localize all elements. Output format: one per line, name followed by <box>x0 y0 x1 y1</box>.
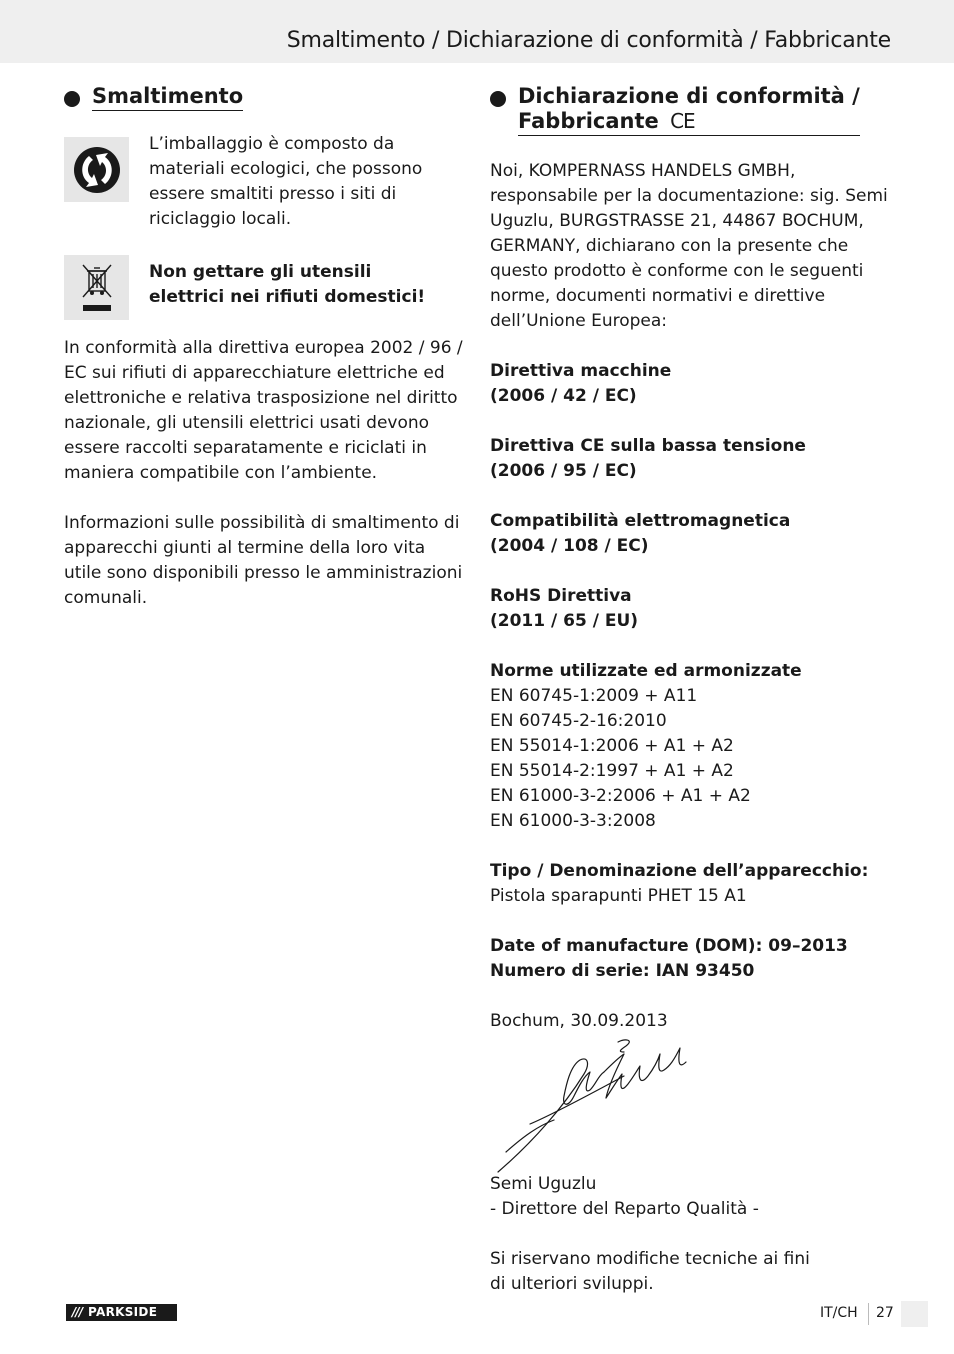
brand-name: PARKSIDE <box>88 1305 158 1319</box>
packaging-row <box>64 134 464 232</box>
conformity-title-line1: Dichiarazione di conformità / <box>518 84 860 108</box>
standard-item: EN 55014-2:1997 + A1 + A2 <box>490 761 734 781</box>
header-band <box>0 0 954 63</box>
signature-image <box>494 1036 694 1176</box>
page-corner-tab <box>901 1301 928 1327</box>
device-type <box>490 859 895 909</box>
directive-code: (2006 / 42 / EC) <box>490 386 637 406</box>
standards-list <box>490 659 895 834</box>
standard-item: EN 55014-1:2006 + A1 + A2 <box>490 736 734 756</box>
manufacture-info <box>490 934 895 984</box>
place-date: Bochum, 30.09.2013 <box>490 1011 668 1031</box>
packaging-text: L’imballaggio è composto da materiali ecologici, che possono essere smaltiti presso i siti di riciclaggio locali. <box>149 134 423 229</box>
directive-name: Compatibilità elettromagnetica <box>490 511 791 531</box>
directive-name: Direttiva macchine <box>490 361 672 381</box>
directive-name: RoHS Direttiva <box>490 586 632 606</box>
disposal-heading <box>64 84 464 111</box>
signer-role: - Direttore del Reparto Qualità - <box>490 1199 759 1219</box>
weee-row <box>64 255 464 320</box>
disposal-title: Smaltimento <box>92 84 243 111</box>
language-code: IT/CH <box>820 1305 858 1321</box>
directive-name: Direttiva CE sulla bassa tensione <box>490 436 806 456</box>
bullet-icon <box>490 91 506 107</box>
standard-item: EN 61000-3-2:2006 + A1 + A2 <box>490 786 751 806</box>
device-type-value: Pistola sparapunti PHET 15 A1 <box>490 886 747 906</box>
directive-item <box>490 359 895 409</box>
conformity-title <box>518 84 860 136</box>
manufacture-date: Date of manufacture (DOM): 09–2013 <box>490 936 848 956</box>
weee-warning: Non gettare gli utensili elettrici nei rifiuti domestici! <box>149 262 426 307</box>
bullet-icon <box>64 91 80 107</box>
standard-item: EN 61000-3-3:2008 <box>490 811 656 831</box>
brand-logo <box>66 1304 177 1321</box>
directive-item <box>490 509 895 559</box>
directive-code: (2004 / 108 / EC) <box>490 536 649 556</box>
disposal-section <box>64 84 464 611</box>
directive-code: (2011 / 65 / EU) <box>490 611 639 631</box>
device-type-label: Tipo / Denominazione dell’apparecchio: <box>490 861 869 881</box>
crossed-bin-icon <box>64 255 129 320</box>
conformity-heading <box>490 84 895 136</box>
declaration-intro: Noi, KOMPERNASS HANDELS GMBH, responsabile per la documentazione: sig. Semi Uguzlu, BURGSTRASSE 21, 44867 BOCHUM, GERMANY, dichiarano con la presente che questo prodotto è conforme con le seguenti norme, documenti normativi e direttive dell’Unione Europea: <box>490 161 888 331</box>
serial-number: Numero di serie: IAN 93450 <box>490 961 755 981</box>
ce-mark: CE <box>670 109 695 133</box>
recycling-icon <box>64 137 129 202</box>
directive-item <box>490 584 895 634</box>
technical-disclaimer: Si riservano modifiche tecniche ai fini di ulteriori sviluppi. <box>490 1249 810 1294</box>
page-number: 27 <box>876 1305 894 1321</box>
signer-name: Semi Uguzlu <box>490 1174 597 1194</box>
directive-item <box>490 434 895 484</box>
info-paragraph: Informazioni sulle possibilità di smaltimento di apparecchi giunti al termine della loro vita utile sono disponibili presso le amministrazioni comunali. <box>64 513 463 608</box>
footer-divider <box>868 1303 869 1325</box>
directive-code: (2006 / 95 / EC) <box>490 461 637 481</box>
conformity-title-line2: Fabbricante <box>518 109 659 133</box>
standard-item: EN 60745-1:2009 + A11 <box>490 686 698 706</box>
conformity-section <box>490 84 895 1297</box>
page-title: Smaltimento / Dichiarazione di conformità / Fabbricante <box>286 28 891 53</box>
brand-slashes: /// <box>71 1305 83 1319</box>
directive-paragraph: In conformità alla direttiva europea 2002 / 96 / EC sui rifiuti di apparecchiature elettriche ed elettroniche e relativa trasposizione nel diritto nazionale, gli utensili elettrici usati devono essere raccolti separatamente e riciclati in maniera compatibile con l’ambiente. <box>64 338 463 483</box>
standard-item: EN 60745-2-16:2010 <box>490 711 667 731</box>
standards-title: Norme utilizzate ed armonizzate <box>490 661 802 681</box>
